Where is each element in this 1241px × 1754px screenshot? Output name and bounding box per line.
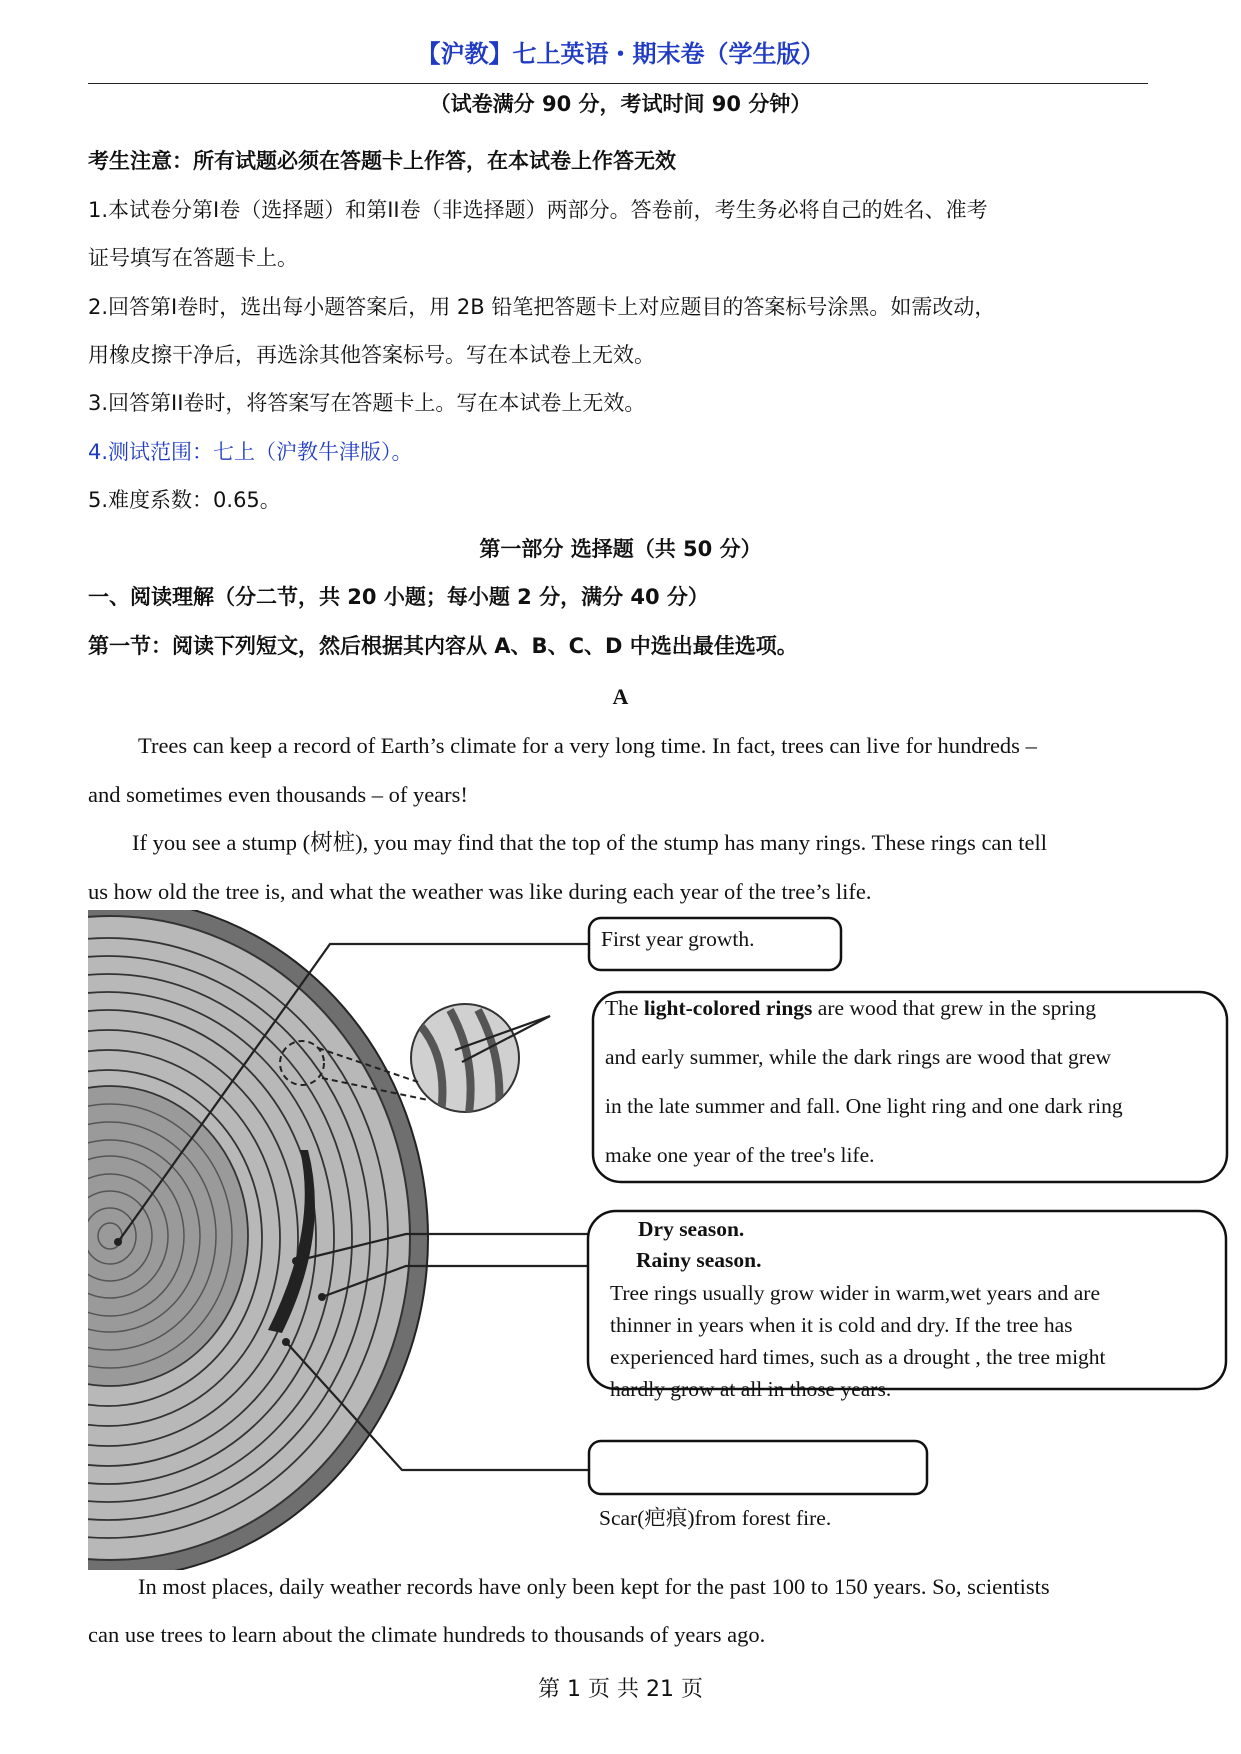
passage-p2-line-1: If you see a stump (树桩), you may find that the top of the stump has many rings. These rings can tell xyxy=(132,830,1048,855)
passage-label: A xyxy=(612,684,629,709)
notice-item-4: 4.测试范围：七上（沪教牛津版）。 xyxy=(88,440,413,464)
part-one-title: 第一部分 选择题（共 50 分） xyxy=(479,537,762,561)
callout-light-rings-line-3: in the late summer and fall. One light ring and one dark ring xyxy=(605,1094,1123,1118)
passage-p2-line-2: us how old the tree is, and what the weather was like during each year of the tree’s life. xyxy=(88,879,872,904)
callout-light-rings-line-1 xyxy=(605,996,1096,1021)
callout-light-rings-line-4: make one year of the tree's life. xyxy=(605,1143,875,1167)
passage-p3-line-1: In most places, daily weather records have only been kept for the past 100 to 150 years. So, scientists xyxy=(138,1574,1050,1599)
callout-width-line-2: thinner in years when it is cold and dry. If the tree has xyxy=(610,1313,1073,1337)
notice-item-1-line-2: 证号填写在答题卡上。 xyxy=(88,246,298,270)
subsection-heading: 第一节：阅读下列短文，然后根据其内容从 A、B、C、D 中选出最佳选项。 xyxy=(88,634,798,658)
notice-item-2-line-1: 2.回答第I卷时，选出每小题答案后，用 2B 铅笔把答题卡上对应题目的答案标号涂黑。如需改动， xyxy=(88,295,996,319)
callout-first-year: First year growth. xyxy=(601,927,755,951)
notice-item-3: 3.回答第II卷时，将答案写在答题卡上。写在本试卷上无效。 xyxy=(88,391,646,415)
notice-item-1-line-1: 1.本试卷分第I卷（选择题）和第II卷（非选择题）两部分。答卷前，考生务必将自己的姓名、准考 xyxy=(88,198,988,222)
passage-p3-line-2: can use trees to learn about the climate hundreds to thousands of years ago. xyxy=(88,1622,766,1647)
passage-p1-line-1: Trees can keep a record of Earth’s climate for a very long time. In fact, trees can live for hundreds – xyxy=(138,733,1037,758)
callout-light-rings-bold: light-colored rings xyxy=(643,996,813,1020)
notice-item-5: 5.难度系数：0.65。 xyxy=(88,488,281,512)
header-divider xyxy=(88,83,1148,84)
notice-heading: 考生注意：所有试题必须在答题卡上作答，在本试卷上作答无效 xyxy=(88,149,676,173)
exam-info: （试卷满分 90 分，考试时间 90 分钟） xyxy=(429,92,812,116)
callout-dry-season: Dry season. xyxy=(638,1217,745,1241)
callout-light-rings-intro: The xyxy=(605,996,644,1020)
callout-scar-box xyxy=(589,1441,927,1494)
section-heading: 一、阅读理解（分二节，共 20 小题；每小题 2 分，满分 40 分） xyxy=(88,585,709,609)
callout-rainy-season: Rainy season. xyxy=(636,1248,762,1272)
notice-item-2-line-2: 用橡皮擦干净后，再选涂其他答案标号。写在本试卷上无效。 xyxy=(88,343,655,367)
page-number-footer: 第 1 页 共 21 页 xyxy=(538,1677,703,1702)
callout-scar: Scar(疤痕)from forest fire. xyxy=(599,1506,832,1530)
callout-width-line-4: hardly grow at all in those years. xyxy=(610,1377,892,1401)
callout-light-rings-rest: are wood that grew in the spring xyxy=(812,996,1097,1020)
callout-light-rings-line-2: and early summer, while the dark rings are wood that grew xyxy=(605,1045,1112,1069)
tree-stump-cross-section xyxy=(0,910,428,1570)
document-header-title: 【沪教】七上英语・期末卷（学生版） xyxy=(416,40,825,68)
callout-width-line-1: Tree rings usually grow wider in warm,wet years and are xyxy=(610,1281,1100,1305)
passage-p1-line-2: and sometimes even thousands – of years! xyxy=(88,782,468,807)
callout-width-line-3: experienced hard times, such as a drought , the tree might xyxy=(610,1345,1106,1369)
